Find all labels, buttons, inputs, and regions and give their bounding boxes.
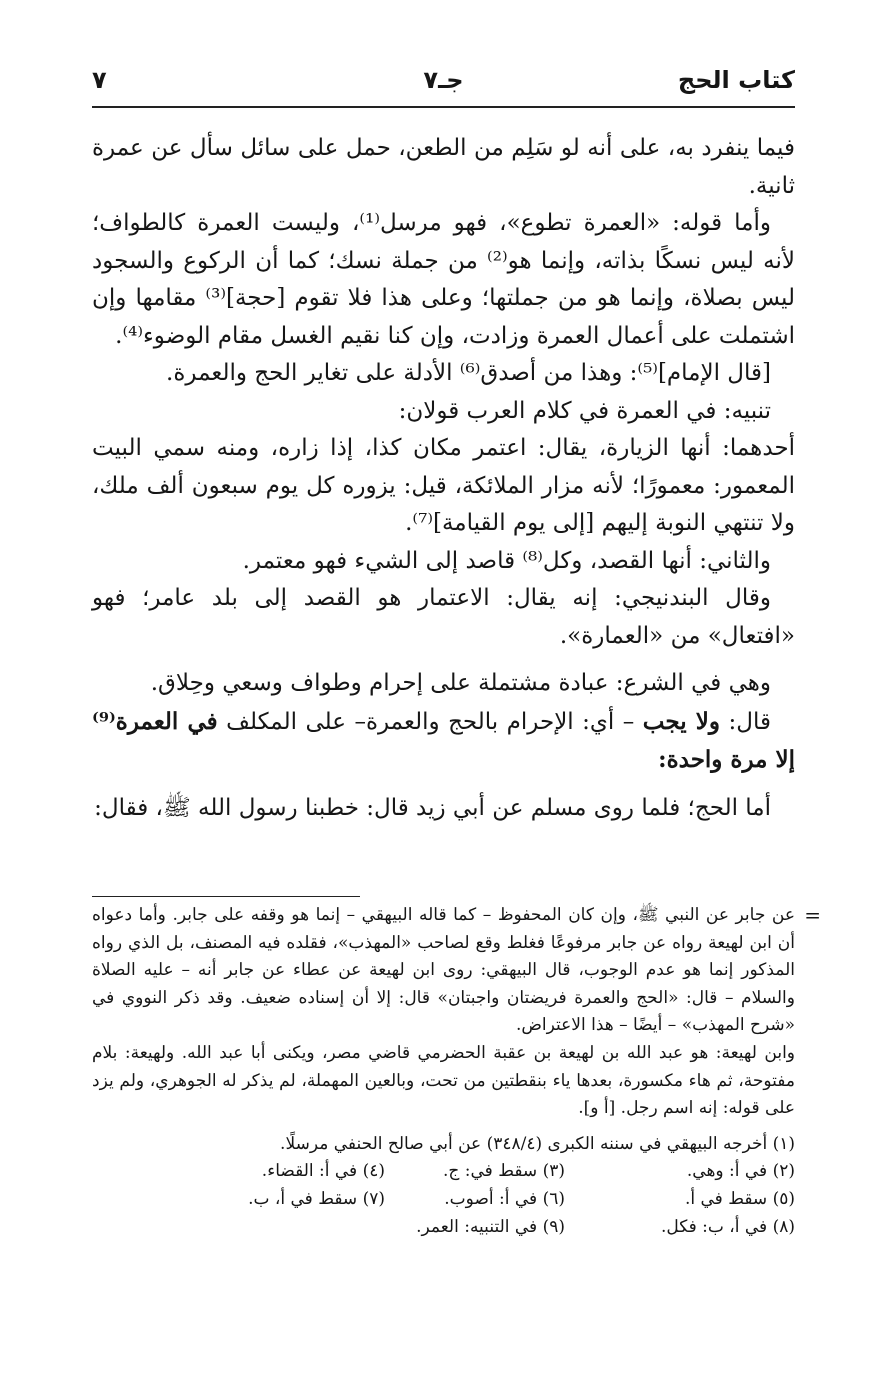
continuation-mark: =	[804, 903, 821, 927]
footnote-row	[92, 1158, 795, 1186]
footnote-continuation: عن جابر عن النبي ﷺ، وإن كان المحفوظ – كما قاله البيهقي – إنما هو وقفه على جابر. وأما دعواه أن ابن لهيعة رواه عن جابر مرفوعًا فغلط وقع لصاحب «المهذب»، فقلده فيه المصنف، بل الذي رواه المذكور إنما هو عدم الوجوب، قال البيهقي: روى ابن لهيعة عن عطاء عن جابر أنه – عليه الصلاة والسلام – قال: «الحج والعمرة فريضتان واجبتان» قال: إلا أن إسناده ضعيف. وقد ذكر النووي في «شرح المهذب» – أيضًا – هذا الاعتراض.	[92, 905, 795, 1036]
paragraph: فيما ينفرد به، على أنه لو سَلِم من الطعن، حمل على سائل سأل عن عمرة ثانية.	[92, 135, 795, 199]
footnote-9: (٩) في التنبيه: العمر.	[416, 1216, 565, 1237]
paragraph: وهي في الشرع: عبادة مشتملة على إحرام وطواف وسعي وحِلاق.	[150, 670, 771, 696]
main-text	[92, 130, 795, 827]
footnote-row	[92, 1214, 795, 1242]
footnote-8: (٨) في أ، ب: فكل.	[660, 1216, 795, 1237]
text-run: – أي: الإحرام بالحج والعمرة– على المكلف	[217, 708, 643, 735]
volume-label: جـ٧	[423, 66, 464, 94]
footnote-7: (٧) سقط في أ، ب.	[248, 1188, 385, 1209]
footnote-4: (٤) في أ: القضاء.	[261, 1161, 385, 1182]
header-rule	[92, 106, 795, 108]
paragraph: وقال البندنيجي: إنه يقال: الاعتمار هو القصد إلى بلد عامر؛ فهو «افتعال» من «العمارة».	[92, 585, 795, 649]
footnote-3: (٣) سقط في: ج.	[442, 1161, 565, 1182]
footnote-separator	[92, 896, 360, 897]
footnote-row	[92, 1186, 795, 1214]
paragraph: [قال الإمام]⁽⁵⁾: وهذا من أصدق⁽⁶⁾ الأدلة على تغاير الحج والعمرة.	[166, 360, 771, 386]
footnote-6: (٦) في أ: أصوب.	[444, 1188, 565, 1209]
book-title: كتاب الحج	[677, 66, 795, 94]
paragraph: وأما قوله: «العمرة تطوع»، فهو مرسل⁽¹⁾، وليست العمرة كالطواف؛ لأنه ليس نسكًا بذاته، وإنما هو⁽²⁾ من جملة نسك؛ كما أن الركوع والسجود ليس بصلاة، وإنما هو من جملتها؛ وعلى هذا فلا تقوم [حجة]⁽³⁾ مقامها وإن اشتملت على أعمال العمرة وزادت، وإن كنا نقيم الغسل مقام الوضوء⁽⁴⁾.	[92, 210, 796, 349]
footnote-2: (٢) في أ: وهي.	[686, 1161, 795, 1182]
running-header	[92, 60, 795, 104]
paragraph: والثاني: أنها القصد، وكل⁽⁸⁾ قاصد إلى الشيء فهو معتمر.	[242, 547, 771, 574]
matn-paragraph	[92, 703, 795, 780]
paragraph: أما الحج؛ فلما روى مسلم عن أبي زيد قال: خطبنا رسول الله ﷺ، فقال:	[94, 794, 771, 821]
footnote-5: (٥) سقط في أ.	[684, 1188, 795, 1209]
footnote-continuation: وابن لهيعة: هو عبد الله بن لهيعة بن عقبة الحضرمي قاضي مصر، ويكنى أبا عبد الله. ولهيعة: بلام مفتوحة، ثم هاء مكسورة، بعدها ياء بنقطتين من تحت، وبالعين المهملة، لم يذكر له الجوهري، ولم يزد على قوله: إنه اسم رجل. [أ و].	[92, 1042, 795, 1119]
matn-bold: ولا يجب	[642, 707, 721, 735]
text-run: قال:	[720, 708, 771, 735]
footnote-1: (١) أخرجه البيهقي في سننه الكبرى (٣٤٨/٤) عن أبي صالح الحنفي مرسلًا.	[280, 1133, 795, 1154]
page-number: ٧	[92, 66, 107, 94]
paragraph: أحدهما: أنها الزيارة، يقال: اعتمر مكان كذا، إذا زاره، ومنه سمي البيت المعمور: معمورًا؛ لأنه مزار الملائكة، قيل: يزوره كل يوم سبعون ألف ملك، ولا تنتهي النوبة إليهم [إلى يوم القيامة]⁽⁷⁾.	[92, 435, 795, 536]
footnote-list	[92, 1131, 795, 1241]
paragraph: تنبيه: في العمرة في كلام العرب قولان:	[398, 397, 771, 424]
footnotes	[92, 902, 821, 1241]
matn-bold: في العمرة⁽⁹⁾ إلا مرة واحدة:	[92, 707, 795, 773]
